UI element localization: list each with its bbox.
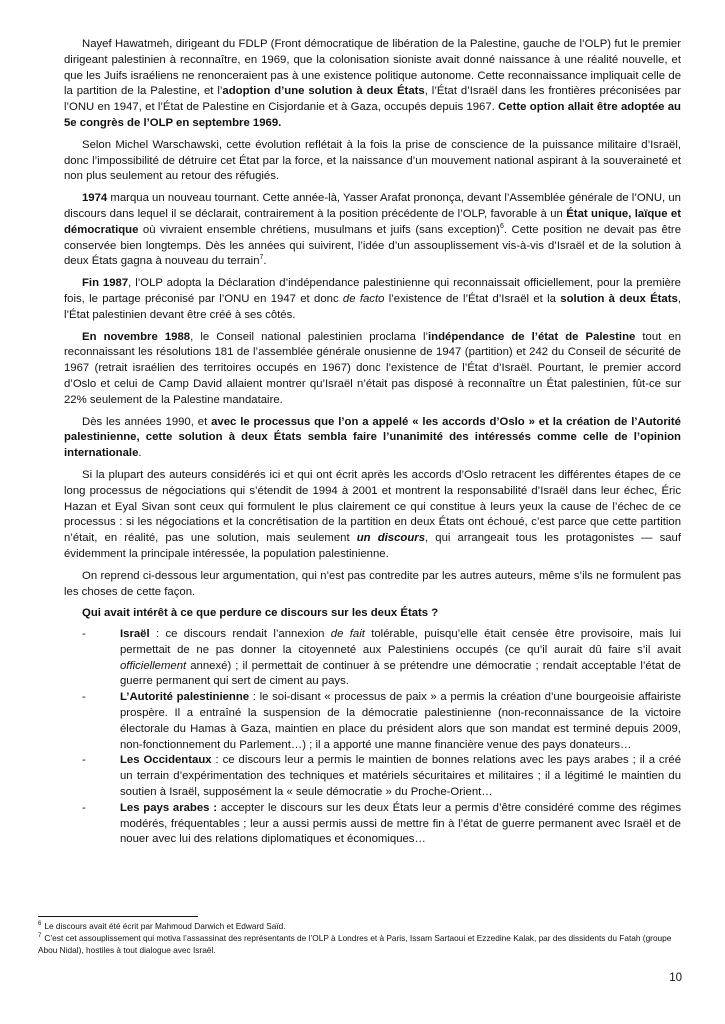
text-run: annexé) ; il permettait de continuer à se prétendre une démocratie ; rendait acceptable l’état de guerre permanent qui sert de ciment au pays. [120,659,681,688]
bullet-dash: - [82,801,86,814]
bold-run: avec le processus que l’on a appelé « les accords d’Oslo » et la création de l’Autorité palestinienne, cette solution à deux États sembla faire l’unanimité des intéressés comme celle de l’opinion internationale [64,415,681,460]
bold-run: Fin 1987 [82,277,129,290]
bullet-label: Les Occidentaux [120,754,212,767]
text-run: , l’OLP adopta la Déclaration d’indépendance palestinienne qui reconnaissait officiellement, pour la première fois, le partage préconisé par l’ONU en 1947 et donc [64,277,681,305]
footnote-6 [38,921,688,933]
paragraph-auteurs [64,468,681,563]
page-number: 10 [669,972,682,984]
bold-run: solution à deux États [560,292,678,305]
question-heading [64,606,681,622]
bold-run: Cette option allait être adoptée au 5e congrès de l’OLP en septembre 1969. [64,101,681,129]
paragraph-warschawski: Selon Michel Warschawski, cette évolution reflétait à la fois la prise de conscience de la puissance militaire d’Israël, donc l’impossibilité de détruire cet État par la force, et la naissance d’un mouvement national aspirant à la souveraineté et non plus seulement au retour des réfugiés. [64,138,681,183]
footnotes [38,916,688,956]
bullet-pays-arabes [82,801,681,848]
bullet-dash: - [82,628,86,641]
footnote-separator [38,916,198,917]
bullet-dash: - [82,691,86,704]
footnote-ref-6[interactable]: 6 [499,222,504,230]
paragraph-1990s [64,415,681,462]
text-run: tout en reconnaissant les résolutions 181 de l’assemblée générale onusienne de 1947 (partition) et 242 du Conseil de sécurité de 1967 (retrait israélien des territoires occupés en 1967) donc l’existence de l’État d’Israël. Pourtant, le premier accord d’Oslo et celui de Camp David allaient montrer qu’Israël n’était pas disposé à reconnaître un État palestinien, fût-ce sur 22% seulement de la Palestine mandataire. [64,330,682,406]
bold-run: indépendance de l’état de Palestine [428,330,636,343]
text-run: : le soi-disant « processus de paix » a permis la création d’une bourgeoisie affairiste prospère. Il a entraîné la suspension de la démocratie palestinienne (non-reconnaissance de la victoire électorale du Hamas à Gaza, maintien en place du président alors que son mandat est terminé depuis 2009, non-fonctionnement du Parlement…) ; il a apporté une manne financière venue des pays donateurs… [120,691,681,751]
text-run: tolérable, puisqu’elle était censée être provisoire, mais lui permettait de ne pas donner la citoyenneté aux Palestiniens occupés (ce qu’il aurait dû faire s’il avait [120,628,682,656]
text-run: , l’État palestinien devant être créé à ses côtés. [64,292,681,321]
paragraph-1987 [64,276,681,323]
text-run: : ce discours leur a permis le maintien de bonnes relations avec les pays arabes ; il a créé un terrain d’expérimentation des techniques et matériels sécuritaires et militaires ; il a légitimé le maintien du soutien à Israël, supposément la « seule démocratie » du Proche-Orient… [120,754,682,799]
bullet-autorite [82,690,681,753]
italic-run: de fait [330,628,365,641]
text-run: l’existence de l’État d’Israël et la [384,292,561,305]
text-run: accepter le discours sur les deux États leur a permis d’être considéré comme des régimes modérés, fréquentables ; leur a aussi permis aussi de mettre fin à l’état de guerre permanent avec Israël et de nouer avec lui des relations diplomatiques et économiques… [120,801,681,846]
bullet-israel [82,627,681,690]
text-run: marqua un nouveau tournant. Cette année-là, Yasser Arafat prononça, devant l’Assemblée générale de l’ONU, un discours dans lequel il se déclarait, contrairement à la position précédente de l’OLP, favorable à un [64,192,681,220]
bullet-label: L’Autorité palestinienne [120,691,250,704]
bold-run: 1974 [82,192,108,205]
italic-run: officiellement [120,659,187,672]
bullet-label: Israël [120,628,150,641]
bold-run: En novembre 1988 [82,330,191,343]
footnote-number: 7 [38,933,42,940]
text-run: . [138,447,142,460]
text-run: Si la plupart des auteurs considérés ici et qui ont écrit après les accords d’Oslo retracent les différentes étapes de ce long processus de négociations qui s’étendit de 1994 à 2001 et montrent la responsabilité d’Israël dans leur échec, Éric Hazan et Eyal Sivan sont ceux qui formulent le plus clairement ce qui constitue à leurs yeux la cause de l’échec de ce processus : si les négociations et la concrétisation de la partition en deux États ont échoué, c’est parce que cette partition n’était, en réalité, pas une solution, mais seulement [64,468,681,545]
text-run: : ce discours rendait l’annexion [149,628,331,641]
text-run: , le Conseil national palestinien proclama l’ [190,330,428,343]
text-run: , qui arrangeait tous les protagonistes — sauf évidemment la principale intéressée, la population palestinienne. [64,532,682,560]
footnote-ref-7[interactable]: 7 [259,254,264,262]
italic-run: de facto [342,292,385,305]
footnote-7 [38,933,688,957]
footnote-text: C’est cet assouplissement qui motiva l’assassinat des représentants de l’OLP à Londres et à Paris, Issam Sartaoui et Ezzedine Kalak, par des dissidents du Fatah (groupe Abou Nidal), hostiles à tout dialogue avec Israël. [38,932,672,955]
bullet-occidentaux [82,753,681,800]
text-run: . [263,255,267,268]
text-run: Nayef Hawatmeh, dirigeant du FDLP (Front démocratique de libération de la Palestine, gauche de l’OLP) fut le premier dirigeant palestinien à reconnaître, en 1969, que la colonisation sioniste avait donné naissance à une réalité nouvelle, et que les Juifs israéliens ne renonceraient pas à une existence politique autonome. Cette reconnaissance impliquait celle de la partition de la Palestine, et l’ [64,38,681,98]
bullet-dash: - [82,754,86,767]
bullet-list [64,627,681,848]
bold-run: adoption d’une solution à deux États [222,85,425,98]
bullet-label: Les pays arabes : [120,801,217,814]
footnote-number: 6 [38,921,42,928]
body-text [64,37,681,848]
paragraph-1988 [64,330,681,409]
text-run: . Cette position ne devait pas être conservée bien longtemps. Dès les années qui suivirent, l’idée d’un assouplissement vis-à-vis d’Israël et de la solution à deux États gagna à nouveau du terrain [64,223,682,268]
footnote-text: Le discours avait été écrit par Mahmoud Darwich et Edward Saïd. [44,921,286,931]
paragraph-argumentation: On reprend ci-dessous leur argumentation, qui n’est pas contredite par les autres auteurs, même s’ils ne formulent pas les choses de cette façon. [64,569,681,598]
bold-run: État unique, laïque et démocratique [64,207,681,236]
paragraph-1974 [64,191,681,270]
text-run: Dès les années 1990, et [82,415,212,428]
question-text: Qui avait intérêt à ce que perdure ce discours sur les deux États ? [82,607,439,620]
text-run: où vivraient ensemble chrétiens, musulmans et juifs (sans exception) [138,223,500,236]
text-run: , l’État d’Israël dans les frontières préconisées par l’ONU en 1947, et l’État de Palestine en Cisjordanie et à Gaza, occupés depuis 1967. [64,85,681,114]
bold-italic-run: un discours [356,532,426,545]
paragraph-hawatmeh [64,37,681,132]
